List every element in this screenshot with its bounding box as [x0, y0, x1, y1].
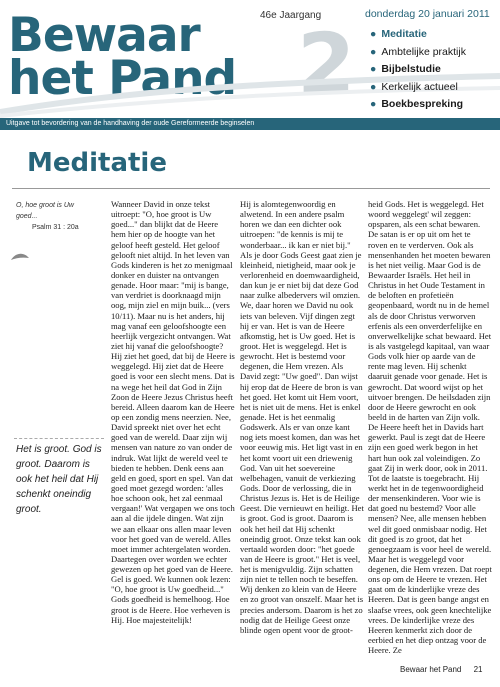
column-text: Hij is alomtegenwoordig en alwetend. In een andere psalm horen we dan een dichter ook uitroepen: "de kennis is mij te wonderbaar... ik kan er niet bij." Als je door Gods Geest gaat zien je kleinheid, nietigheid, maar ook je verlorenheid en doemwaardigheid, dan kun je er niet bij dat deze God naar zulke albedervers wil omzien. We, daar horen we David nu ook iets van beleven. Vijf dingen zegt hij er van. Het is van de Heere afkomstig, het is Uw goed. Het is groot. Het is weggelegd. Het is gewrocht. Het is bestemd voor degenen, die Hem vrezen. Als David zegt: "Uw goed". Dan wijst hij erop dat de Heere de bron is van het goed. Het komt uit Hem voort, het is niet uit de mens. Het is enkel genade. Het is het eenmalig Godswerk. Als er van onze kant nog iets moest komen, dan was het voor eeuwig mis. Het ligt vast in en het komt voort uit een driewenig God. Van uit het soevereine welbehagen, vanuit de verkiezing Gods. Door de verlossing, die in Christus Jezus is. Het is de Heilige Geest. Die vernieuwt en heiligt. Het is groot. God is groot. Daarom is ook het heil dat Hij schenkt oneindig groot. Onze tekst kan ook vertaald worden door: "het goede van de Heere is groot." Het is veel, het is menigvuldig. Zijn schatten zijn niet te tellen noch te beseffen. Wij denken zo klein van de Heere en zo groot van onszelf. Maar het is precies andersom. Daarom is het zo nodig dat de Heilige Geest onze blinde ogen opent voor de groot- [240, 199, 364, 635]
masthead-line1: Bewaar [8, 8, 200, 63]
side-quote-ref: Psalm 31 : 20a [32, 224, 79, 231]
toc-item-ambtelijke-praktijk[interactable]: ● Ambtelijke praktijk [370, 45, 466, 58]
leaf-ornament-icon [10, 250, 30, 262]
toc-item-kerkelijk-actueel[interactable]: ● Kerkelijk actueel [370, 80, 458, 93]
side-quote-text: O, hoe groot is Uw goed... [16, 202, 74, 220]
toc-item-boekbespreking[interactable]: ● Boekbespreking [370, 98, 464, 110]
masthead-line2: het Pand [8, 51, 237, 106]
page-footer [400, 665, 483, 674]
bullet-icon: ● [370, 28, 377, 40]
contents-list [370, 26, 466, 114]
issue-number: 2 [297, 15, 356, 113]
pull-quote: Het is groot. God is groot. Daarom is ook het heil dat Hij schenkt oneindig groot. [16, 444, 102, 515]
subtitle-band: Uitgave tot bevordering van de handhaving der oude Gereformeerde beginselen [0, 118, 500, 130]
column-text: heid Gods. Het is weggelegd. Het woord weggelegt' wil zeggen: opsparen, als een schat bewaren. De satan is er op uit om het te roven en te verderven. Ook als mensenhanden het moeten bewaren is het niet veilig. Maar God is de Bewaarder Israëls. Het heil in Christus in het Oude Testament in de beloften en profetieën geopenbaard, wordt nu in de hemel als de door Christus verworven erfenis als een onverderfelijke en onverwelkelijke schat bewaard. Het is als vastgelegd kapitaal, van waar Gods volk hier op aarde van de rente mag leven. Hij schenkt daaruit genade voor genade. Het is gewrocht. Dat woord wijst op het uitvoer brengen. De heilsdaden zijn door de Heere gewrocht en ook beeld in de harten van Zijn volk. De Heere heeft het in Davids hart gewerkt. Paul is zegt dat de Heere zijn een goed werk begon in het hart hun ook zal voleindigen. Zo gaat Zij in werk door, ook in 2011. Tot de laatste is toegebracht. Hij werkt het in de tegenwoordigheid der mensenkinderen. Voor wie is dat goed nu bestemd? Voor alle mensen? Nee, alle mensen hebben wel dit goed onmisbaar nodig. Het dit goed is zo groot, dat het genoegzaam is voor heel de wereld. Maar het is weggelegd voor degenen, die Hem vrezen. Dat roept ons op om de Heere te vrezen. Het gaat om de kinderlijke vreze des Heeren. Dat is geen bange angst en slaafse vrees, ook geen knechtelijke vrees. De kinderlijke vreze des Heeren kenmerkt zich door de eerbied en het diep ontzag voor de Heere. Ze [368, 199, 492, 656]
text-column-1 [111, 199, 235, 625]
section-title: Meditatie [27, 148, 167, 178]
text-column-3 [368, 199, 492, 655]
column-text: Wanneer David in onze tekst uitroept: "O, hoe groot is Uw goed..." dan blijkt dat de Heere hem hier op de hoogte van het geloof heeft gesteld. Het geloof gelooft niet altijd. In het leven van Gods kinderen is het zo menigmaal donker en duister na ontvangen genade. Hoor maar: "mij is bange, van verdriet is doorknaagd mijn oog, mijn ziel en mijn buik... (vers 10/11). Maar nu is het anders, hij mag vanaf een geloofshoogte een heerlijk vergezicht ontvangen. Wat ziet hij vanaf die geloofshoogte? Hij ziet het goed, dat bij de Heere is weggelegd. Hij ziet dat de Heere goed is voor een slecht mens. Dat is na wege het heil dat God in Zijn Zoon de Heere Jezus Christus heeft bereid. Alleen daarom kan de Heere op een zondig mens neerzien. Nee, David spreekt niet over het echt goed van de wereld. Daar zijn wij mensen van nature zo van onder de indruk. Wat lijkt de wereld veel te bieden te hebben. Denk eens aan geld en goed, sport en spel. Van dat goed moet gezegd worden: 'alles hoe schoon ook, het zal eenmaal vergaan!' Wat vergapen we ons toch aan al die ijdele dingen. Wat zijn we aan elkaar ons allen maar leven voor het goed van de wereld. Alles moet immer achtergelaten worden. Daartegen over worden we echter gewezen op het goed van de Heere. Gel is goed. We kunnen ook lezen: "O, hoe groot is Uw goedheid..." Gods goedheid is hemelhoog. Hoe groot is de Heere. Hoe verheven is Hij. Hoe majesteitelijk! [111, 199, 235, 625]
footer-title: Bewaar het Pand [400, 665, 462, 674]
masthead-header [0, 0, 500, 118]
toc-item-meditatie[interactable]: ● Meditatie [370, 28, 427, 40]
text-column-2 [240, 199, 364, 635]
issue-date: donderdag 20 januari 2011 [365, 8, 490, 20]
bullet-icon: ● [370, 80, 377, 93]
toc-item-bijbelstudie[interactable]: ● Bijbelstudie [370, 63, 441, 75]
divider [14, 438, 104, 439]
page-number: 21 [473, 665, 483, 674]
divider [12, 188, 490, 189]
side-quote [16, 200, 84, 233]
bullet-icon: ● [370, 63, 377, 75]
bullet-icon: ● [370, 45, 377, 58]
bullet-icon: ● [370, 98, 377, 110]
volume-label: 46e Jaargang [260, 10, 322, 21]
